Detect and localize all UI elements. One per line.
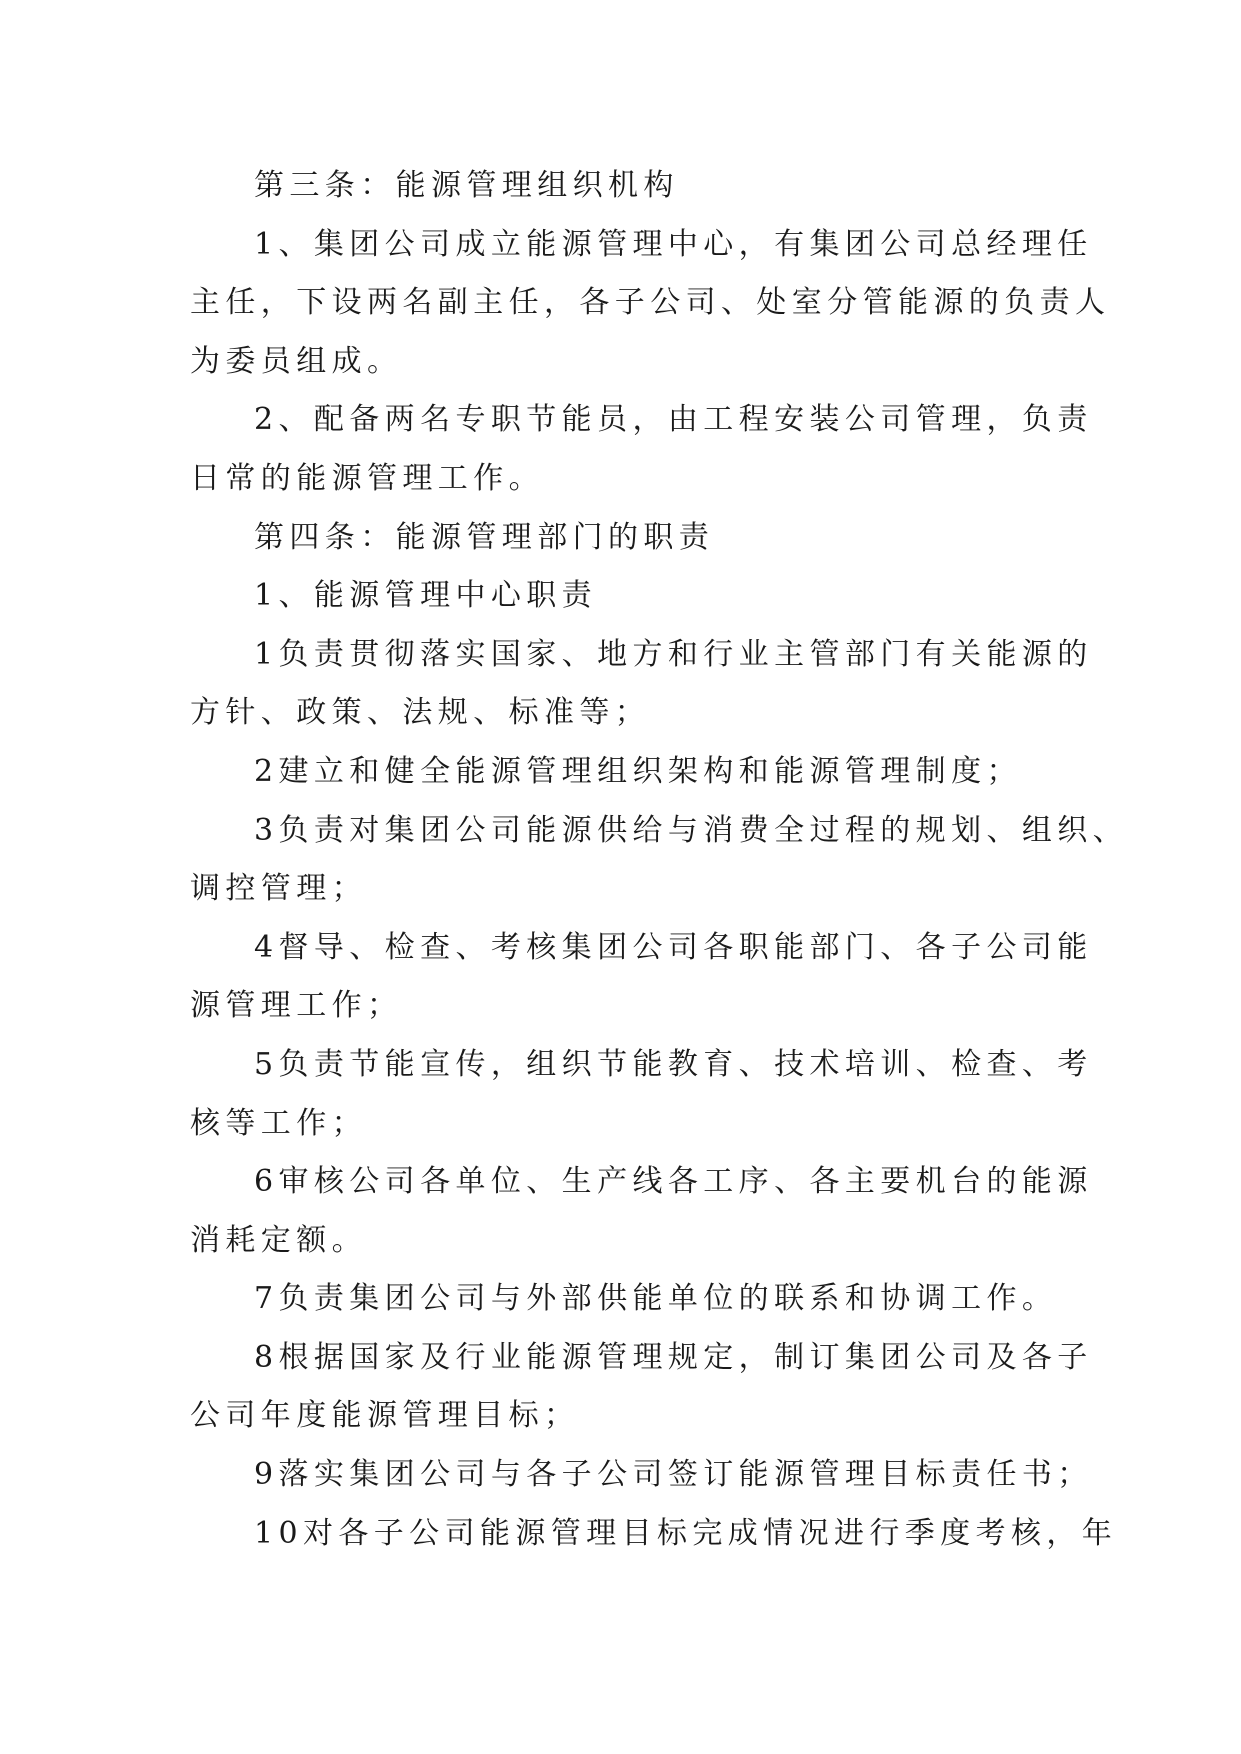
paragraph-line: 8根据国家及行业能源管理规定，制订集团公司及各子 bbox=[254, 1339, 1093, 1375]
section-heading: 1、能源管理中心职责 bbox=[254, 578, 598, 614]
paragraph-line: 核等工作； bbox=[190, 1105, 367, 1141]
paragraph-line: 7负责集团公司与外部供能单位的联系和协调工作。 bbox=[254, 1281, 1058, 1317]
article-3-heading: 第三条：能源管理组织机构 bbox=[254, 168, 679, 203]
paragraph-line: 源管理工作； bbox=[190, 988, 403, 1024]
paragraph-line: 方针、政策、法规、标准等； bbox=[190, 695, 651, 731]
document-body bbox=[190, 157, 1129, 1563]
paragraph-line: 6审核公司各单位、生产线各工序、各主要机台的能源 bbox=[254, 1164, 1093, 1200]
paragraph-line: 主任，下设两名副主任，各子公司、处室分管能源的负责人 bbox=[190, 285, 1111, 321]
paragraph-line: 公司年度能源管理目标； bbox=[190, 1398, 580, 1434]
paragraph-line: 2、配备两名专职节能员，由工程安装公司管理，负责 bbox=[254, 402, 1093, 438]
paragraph-line: 1、集团公司成立能源管理中心，有集团公司总经理任 bbox=[254, 226, 1093, 262]
paragraph-line: 1负责贯彻落实国家、地方和行业主管部门有关能源的 bbox=[254, 636, 1093, 672]
paragraph-line: 4督导、检查、考核集团公司各职能部门、各子公司能 bbox=[254, 929, 1093, 965]
paragraph-line: 日常的能源管理工作。 bbox=[190, 460, 544, 496]
paragraph-line: 消耗定额。 bbox=[190, 1222, 367, 1258]
paragraph-line: 5负责节能宣传，组织节能教育、技术培训、检查、考 bbox=[254, 1046, 1093, 1082]
paragraph-line: 2建立和健全能源管理组织架构和能源管理制度； bbox=[254, 753, 1022, 789]
article-4-heading: 第四条：能源管理部门的职责 bbox=[254, 519, 715, 555]
paragraph-line: 为委员组成。 bbox=[190, 343, 403, 379]
paragraph-line: 调控管理； bbox=[190, 871, 367, 907]
paragraph-line: 3负责对集团公司能源供给与消费全过程的规划、组织、 bbox=[254, 812, 1129, 848]
paragraph-line: 10对各子公司能源管理目标完成情况进行季度考核，年 bbox=[254, 1515, 1118, 1551]
paragraph-line: 9落实集团公司与各子公司签订能源管理目标责任书； bbox=[254, 1457, 1093, 1493]
